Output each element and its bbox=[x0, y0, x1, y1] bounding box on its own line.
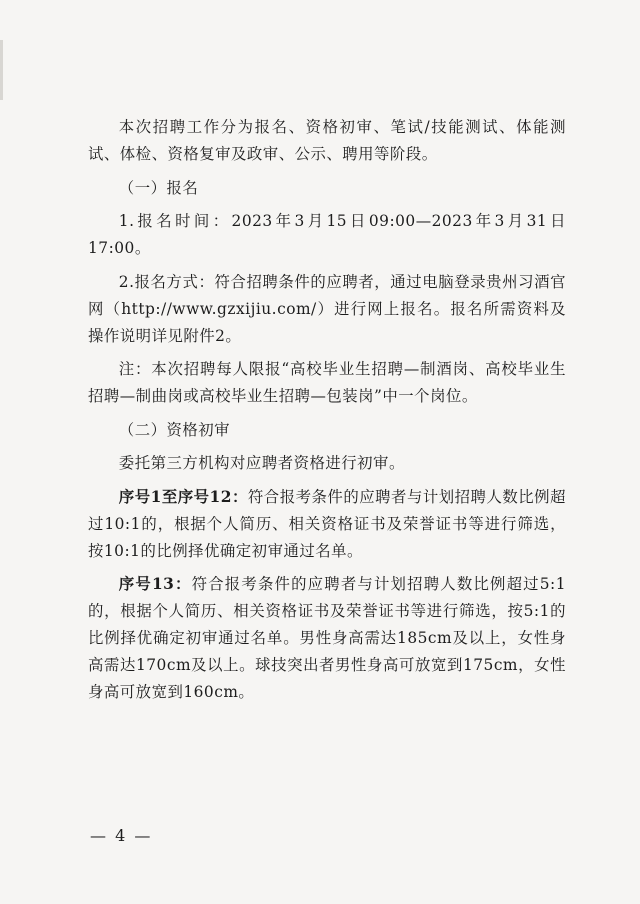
page-edge-mark bbox=[0, 40, 3, 100]
document-body bbox=[88, 114, 566, 706]
qualification-delegate: 委托第三方机构对应聘者资格进行初审。 bbox=[118, 454, 405, 472]
registration-method: 2.报名方式：符合招聘条件的应聘者，通过电脑登录贵州习酒官网（http://www.gzxijiu.com/）进行网上报名。报名所需资料及操作说明详见附件2。 bbox=[88, 272, 566, 345]
registration-note: 注：本次招聘每人限报“高校毕业生招聘—制酒岗、高校毕业生招聘—制曲岗或高校毕业生招聘—包装岗”中一个岗位。 bbox=[88, 360, 566, 405]
rule-1-12-text: 符合报考条件的应聘者与计划招聘人数比例超过10:1的，根据个人简历、相关资格证书及荣誉证书等进行筛选，按10:1的比例择优确定初审通过名单。 bbox=[88, 487, 566, 560]
section-heading-registration: （一）报名 bbox=[118, 178, 199, 197]
registration-time: 1.报名时间：2023年3月15日09:00—2023年3月31日17:00。 bbox=[88, 212, 566, 257]
rule-13 bbox=[88, 571, 566, 706]
rule-13-label: 序号13： bbox=[118, 575, 192, 593]
rule-1-12 bbox=[88, 484, 566, 565]
intro-paragraph: 本次招聘工作分为报名、资格初审、笔试/技能测试、体能测试、体检、资格复审及政审、公示、聘用等阶段。 bbox=[88, 118, 566, 163]
rule-1-12-label: 序号1至序号12： bbox=[118, 487, 248, 506]
section-heading-qualification: （二）资格初审 bbox=[118, 420, 231, 439]
page-number: — 4 — bbox=[90, 826, 153, 845]
rule-13-text: 符合报考条件的应聘者与计划招聘人数比例超过5:1的，根据个人简历、相关资格证书及荣誉证书等进行筛选，按5:1的比例择优确定初审通过名单。男性身高需达185cm及以上，女性身高需达170cm及以上。球技突出者男性身高可放宽到175cm，女性身高可放宽到160cm。 bbox=[88, 575, 566, 701]
